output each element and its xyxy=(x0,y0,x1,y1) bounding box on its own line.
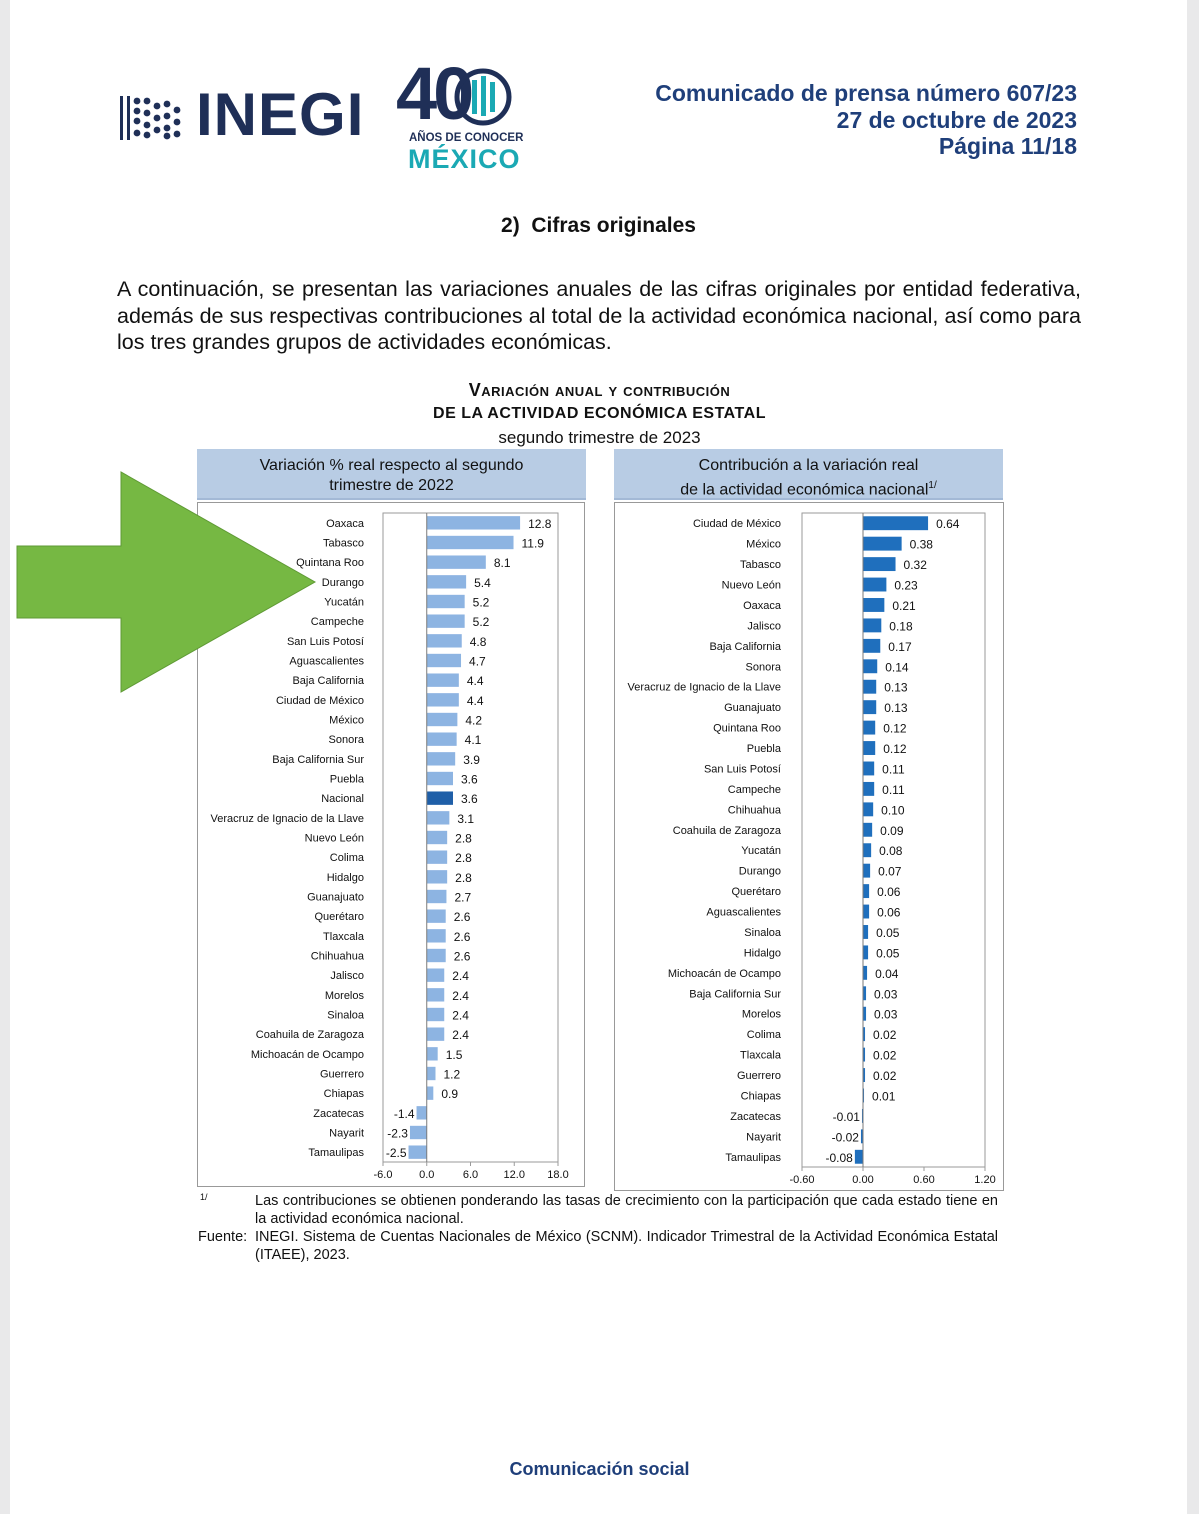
category-label: Veracruz de Ignacio de la Llave xyxy=(627,681,781,694)
bar xyxy=(427,772,453,785)
bar xyxy=(427,890,447,903)
value-label: 4.4 xyxy=(466,674,484,689)
value-label: 2.4 xyxy=(452,1008,469,1023)
bar xyxy=(427,811,450,824)
category-label: Yucatán xyxy=(741,845,781,858)
bar xyxy=(863,516,928,530)
x-tick-label: -6.0 xyxy=(373,1169,393,1181)
value-label: 4.8 xyxy=(469,634,487,649)
page-number: Página 11/18 xyxy=(938,133,1077,159)
source-text: INEGI. Sistema de Cuentas Nacionales de México (SCNM). Indicador Trimestral de la Actividad Económica Estatal (ITAEE), 2023. xyxy=(255,1229,998,1263)
bar xyxy=(427,870,447,883)
category-label: Baja California Sur xyxy=(689,988,781,1001)
category-label: Sonora xyxy=(745,661,781,674)
category-label: Yucatán xyxy=(324,596,364,609)
value-label: 0.13 xyxy=(884,680,908,695)
value-label: 2.4 xyxy=(452,1028,469,1043)
x-tick-label: 12.0 xyxy=(503,1169,525,1181)
value-label: 2.8 xyxy=(455,851,472,866)
bar xyxy=(427,614,465,627)
bar xyxy=(863,843,871,857)
category-label: México xyxy=(329,714,364,727)
bar xyxy=(863,557,896,571)
bar xyxy=(427,1027,445,1040)
anniversary-logo xyxy=(396,52,526,177)
category-label: Zacatecas xyxy=(730,1110,781,1123)
value-label: 0.05 xyxy=(876,925,900,940)
value-label: 0.04 xyxy=(875,966,899,981)
value-label: 5.2 xyxy=(472,615,490,630)
right-chart-box xyxy=(614,502,1004,1191)
value-label: 4.7 xyxy=(469,654,486,669)
value-label: 0.09 xyxy=(880,823,904,838)
bar xyxy=(863,864,870,878)
category-label: Guerrero xyxy=(319,1068,364,1081)
value-label: 2.8 xyxy=(455,831,472,846)
bar xyxy=(427,968,445,981)
value-label: 2.8 xyxy=(455,870,472,885)
value-label: 0.03 xyxy=(874,987,898,1002)
green-arrow-icon xyxy=(15,470,325,696)
category-label: Guanajuato xyxy=(307,891,364,904)
category-label: Baja California xyxy=(292,675,364,688)
x-tick-label: -0.60 xyxy=(789,1174,815,1186)
category-label: Tamaulipas xyxy=(725,1151,781,1164)
value-label: 0.14 xyxy=(885,660,909,675)
bar xyxy=(863,925,868,939)
category-label: Morelos xyxy=(741,1008,781,1021)
bar xyxy=(427,555,486,568)
value-label: 0.18 xyxy=(889,619,913,634)
bar xyxy=(863,598,884,612)
value-label: 1.5 xyxy=(445,1047,463,1062)
x-tick-label: 0.00 xyxy=(852,1174,874,1186)
category-label: Guerrero xyxy=(736,1070,781,1083)
value-label: 0.10 xyxy=(881,803,905,818)
category-label: Jalisco xyxy=(330,970,364,983)
inegi-logo-text: INEGI xyxy=(196,81,365,148)
chart-title-line2: DE LA ACTIVIDAD ECONÓMICA ESTATAL xyxy=(433,405,766,422)
value-label: 5.2 xyxy=(472,595,490,610)
bar xyxy=(427,909,446,922)
bar xyxy=(427,536,514,549)
bar xyxy=(863,680,876,694)
bar xyxy=(427,713,458,726)
value-label: 0.9 xyxy=(441,1087,458,1102)
bar xyxy=(427,1067,436,1080)
document-page xyxy=(10,0,1187,1514)
category-label: Nayarit xyxy=(746,1131,781,1144)
right-panel-header-line2: de la actividad económica nacional xyxy=(680,481,929,499)
bar xyxy=(427,634,462,647)
category-label: Hidalgo xyxy=(326,871,364,884)
category-label: Durango xyxy=(738,865,781,878)
value-label: -1.4 xyxy=(393,1106,415,1121)
category-label: Chihuahua xyxy=(310,950,364,963)
bar xyxy=(427,693,459,706)
anniversary-number: 40 xyxy=(396,52,471,135)
bar xyxy=(427,516,520,529)
category-label: Oaxaca xyxy=(743,599,781,612)
value-label: 0.02 xyxy=(873,1048,897,1063)
bar xyxy=(427,752,455,765)
value-label: 12.8 xyxy=(528,516,552,531)
category-label: Puebla xyxy=(746,743,781,756)
anniversary-line2: MÉXICO xyxy=(408,144,521,174)
value-label: -0.01 xyxy=(832,1109,860,1124)
category-label: Baja California xyxy=(709,640,781,653)
value-label: -0.02 xyxy=(831,1130,859,1145)
category-label: Tlaxcala xyxy=(323,930,364,943)
value-label: 2.7 xyxy=(454,890,472,905)
value-label: 2.6 xyxy=(453,949,471,964)
press-date: 27 de octubre de 2023 xyxy=(836,106,1077,133)
inegi-logo-icon xyxy=(118,96,188,140)
bar xyxy=(863,639,880,653)
bar xyxy=(863,659,877,673)
footnote-marker: 1/ xyxy=(200,1192,208,1202)
value-label: 0.21 xyxy=(892,598,916,613)
footnote-text: Las contribuciones se obtienen ponderando las tasas de crecimiento con la participación que cada estado tiene en la actividad económica nacional. xyxy=(255,1193,998,1227)
bar xyxy=(427,929,446,942)
intro-paragraph: A continuación, se presentan las variaciones anuales de las cifras originales por entidad federativa, además de sus respectivas contribuciones al total de la actividad económica nacional, así como para los tres grandes grupos de actividades económicas. xyxy=(117,277,1081,354)
value-label: 0.64 xyxy=(936,517,960,532)
value-label: 1.2 xyxy=(443,1067,461,1082)
value-label: 0.12 xyxy=(883,742,907,757)
bar xyxy=(863,905,869,919)
category-label: Tamaulipas xyxy=(308,1147,364,1160)
value-label: 0.08 xyxy=(879,844,903,859)
value-label: 8.1 xyxy=(493,556,511,571)
category-label: Coahuila de Zaragoza xyxy=(255,1029,364,1042)
category-label: Nacional xyxy=(321,793,364,806)
value-label: 3.9 xyxy=(463,752,480,767)
press-info xyxy=(557,80,1077,160)
category-label: Oaxaca xyxy=(326,517,364,530)
category-label: Aguascalientes xyxy=(706,906,781,919)
category-label: Michoacán de Ocampo xyxy=(250,1048,364,1061)
right-panel-header xyxy=(614,449,1003,500)
value-label: 5.4 xyxy=(474,575,491,590)
bar xyxy=(427,595,465,608)
bar xyxy=(863,823,872,837)
right-panel-header-line1: Contribución a la variación real xyxy=(698,457,919,474)
bar xyxy=(427,1008,445,1021)
chart-title xyxy=(10,378,1189,426)
category-label: Chihuahua xyxy=(727,804,781,817)
value-label: 11.9 xyxy=(521,536,544,551)
bar xyxy=(410,1126,427,1139)
category-label: Nayarit xyxy=(329,1127,364,1140)
category-label: Chiapas xyxy=(323,1088,364,1101)
value-label: -0.08 xyxy=(825,1150,853,1165)
value-label: 0.06 xyxy=(877,885,901,900)
category-label: Durango xyxy=(321,576,364,589)
bar xyxy=(427,1086,434,1099)
source-label: Fuente: xyxy=(198,1229,248,1245)
category-label: Morelos xyxy=(324,989,364,1002)
value-label: 0.06 xyxy=(877,905,901,920)
bar xyxy=(427,673,459,686)
value-label: 0.11 xyxy=(882,782,905,797)
bar xyxy=(863,966,867,980)
value-label: 2.4 xyxy=(452,969,469,984)
section-title: 2) Cifras originales xyxy=(501,214,696,237)
category-label: Querétaro xyxy=(314,911,364,924)
chart-title-line1: Variación anual y contribución xyxy=(468,380,731,400)
footer: Comunicación social xyxy=(509,1459,690,1479)
value-label: 0.11 xyxy=(882,762,905,777)
value-label: 0.17 xyxy=(888,639,912,654)
value-label: 0.01 xyxy=(872,1089,896,1104)
category-label: Puebla xyxy=(329,773,364,786)
category-label: Jalisco xyxy=(747,620,781,633)
category-label: Tabasco xyxy=(740,559,781,572)
value-label: 4.2 xyxy=(465,713,483,728)
category-label: Hidalgo xyxy=(743,947,781,960)
chart-subtitle: segundo trimestre de 2023 xyxy=(498,428,701,447)
category-label: Zacatecas xyxy=(313,1107,364,1120)
bar xyxy=(427,1047,438,1060)
value-label: 0.07 xyxy=(878,864,902,879)
contribution-chart xyxy=(615,503,1003,1190)
value-label: 0.02 xyxy=(873,1069,897,1084)
category-label: Quintana Roo xyxy=(296,557,364,570)
anniversary-line1: AÑOS DE CONOCER xyxy=(409,132,524,144)
bar xyxy=(863,578,886,592)
category-label: Querétaro xyxy=(731,886,781,899)
bar xyxy=(855,1150,863,1164)
value-label: 0.05 xyxy=(876,946,900,961)
category-label: Campeche xyxy=(310,616,364,629)
bar xyxy=(417,1106,427,1119)
value-label: 0.32 xyxy=(903,558,927,573)
x-tick-label: 6.0 xyxy=(462,1169,479,1181)
category-label: Sinaloa xyxy=(327,1009,364,1022)
bar xyxy=(427,791,453,804)
x-tick-label: 0.0 xyxy=(419,1169,435,1181)
category-label: Tabasco xyxy=(323,537,364,550)
value-label: 0.12 xyxy=(883,721,907,736)
bar xyxy=(863,762,874,776)
value-label: 3.6 xyxy=(461,772,478,787)
bar xyxy=(427,831,447,844)
value-label: 3.1 xyxy=(457,811,475,826)
bar xyxy=(863,618,881,632)
bar xyxy=(427,575,466,588)
category-label: Veracruz de Ignacio de la Llave xyxy=(210,812,364,825)
bar xyxy=(863,782,874,796)
mexico-map-icon xyxy=(452,68,514,126)
bar xyxy=(427,988,445,1001)
value-label: -2.5 xyxy=(385,1146,407,1161)
value-label: 3.6 xyxy=(461,792,478,807)
press-release-number: Comunicado de prensa número 607/23 xyxy=(655,80,1077,106)
category-label: México xyxy=(746,538,781,551)
bar xyxy=(427,654,461,667)
category-label: Baja California Sur xyxy=(272,753,364,766)
category-label: Chiapas xyxy=(740,1090,781,1103)
category-label: Tlaxcala xyxy=(740,1049,781,1062)
category-label: Nuevo León xyxy=(304,832,364,845)
value-label: 0.38 xyxy=(909,537,933,552)
value-label: 0.13 xyxy=(884,701,908,716)
category-label: Aguascalientes xyxy=(289,655,364,668)
value-label: 2.6 xyxy=(453,910,471,925)
value-label: -2.3 xyxy=(387,1126,408,1141)
category-label: Colima xyxy=(746,1029,781,1042)
bar xyxy=(863,721,875,735)
category-label: Guanajuato xyxy=(724,702,781,715)
value-label: 0.03 xyxy=(874,1007,898,1022)
category-label: Campeche xyxy=(727,783,781,796)
category-label: Sonora xyxy=(328,734,364,747)
bar xyxy=(409,1145,427,1158)
inegi-logo xyxy=(118,81,365,148)
bar xyxy=(427,732,457,745)
category-label: Nuevo León xyxy=(721,579,781,592)
value-label: 0.02 xyxy=(873,1028,897,1043)
value-label: 2.4 xyxy=(452,988,469,1003)
category-label: Colima xyxy=(329,852,364,865)
left-panel-header-line2: trimestre de 2022 xyxy=(329,477,454,494)
left-panel-header-line1: Variación % real respecto al segundo xyxy=(259,457,524,474)
category-label: Quintana Roo xyxy=(713,722,781,735)
category-label: Sinaloa xyxy=(744,926,781,939)
bar xyxy=(427,949,446,962)
category-label: San Luis Potosí xyxy=(286,635,364,648)
bar xyxy=(863,700,876,714)
x-tick-label: 1.20 xyxy=(974,1174,996,1186)
bar xyxy=(863,741,875,755)
bar xyxy=(863,802,873,816)
category-label: Ciudad de México xyxy=(275,694,364,707)
x-tick-label: 0.60 xyxy=(913,1174,935,1186)
right-panel-header-line2-wrap xyxy=(614,476,1003,500)
value-label: 0.23 xyxy=(894,578,918,593)
bar xyxy=(863,537,902,551)
x-tick-label: 18.0 xyxy=(547,1169,569,1181)
value-label: 4.4 xyxy=(466,693,484,708)
category-label: Michoacán de Ocampo xyxy=(667,967,781,980)
right-panel-header-sup: 1/ xyxy=(928,480,937,491)
category-label: Ciudad de México xyxy=(692,518,781,531)
bar xyxy=(863,945,868,959)
category-label: San Luis Potosí xyxy=(703,763,781,776)
value-label: 2.6 xyxy=(453,929,471,944)
bar xyxy=(863,884,869,898)
bar xyxy=(427,850,447,863)
value-label: 4.1 xyxy=(464,733,482,748)
category-label: Coahuila de Zaragoza xyxy=(672,824,781,837)
